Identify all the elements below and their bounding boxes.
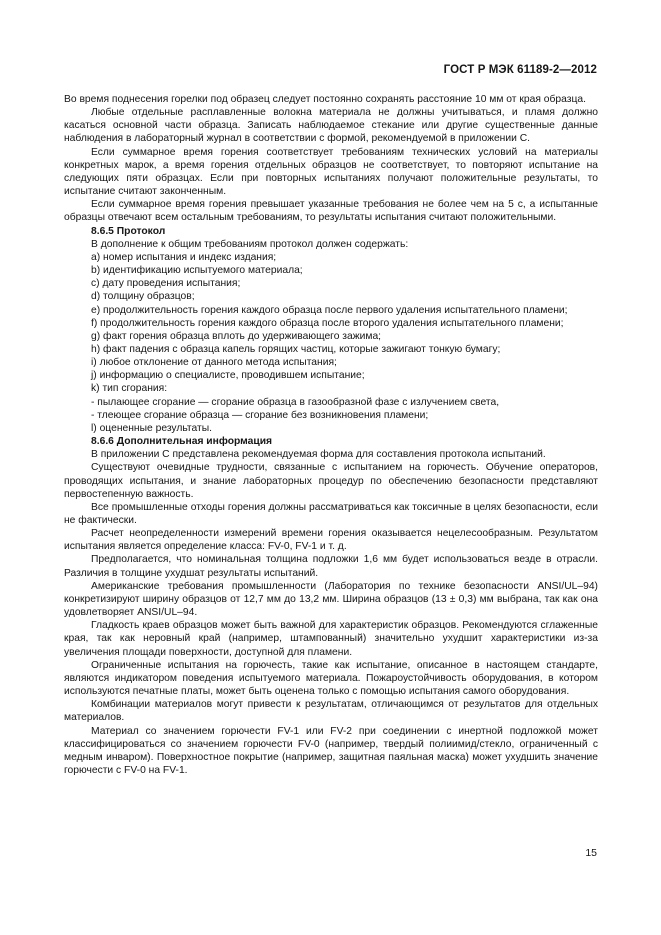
paragraph: а) номер испытания и индекс издания; (91, 251, 277, 263)
paragraph: Если суммарное время горения соответствует требованиям техническиx условий на материалы конкретных марок, а время горения отдельных образцов не соответствует, то повторяют испытание на следующих пяти образцах. Если при повторных испытаниях получают положительные результаты, то испытание считают законченным. (64, 146, 598, 198)
paragraph: Комбинации материалов могут привести к результатам, отличающимся от результатов для отдельных материалов. (64, 699, 598, 724)
paragraph: c) дату проведения испытания; (91, 278, 241, 290)
paragraph: Гладкость краев образцов может быть важной для характеристик образцов. Рекомендуются сглаженные края, так как неровный край (например, штампованный) значительно ухудшит характеристики из-за увеличения площади поверхности, доступной для пламени. (64, 620, 598, 658)
paragraph: Предполагается, что номинальная толщина подложки 1,6 мм будет использоваться везде в отрасли. Различия в толщине ухудшат результаты испытаний. (64, 554, 598, 579)
paragraph: В дополнение к общим требованиям протокол должен содержать: (91, 238, 409, 250)
paragraph: Ограниченные испытания на горючесть, такие как испытание, описанное в настоящем стандарте, являются индикатором поведения испытуемого материала. Пожароустойчивость оборудования, в котором используются печатные платы, может быть оценена только с помощью испытания самого оборудования. (64, 659, 598, 698)
paragraph: Американские требования промышленности (Лаборатория по технике безопасности ANSI/UL–94) конкретизируют ширину образцов от 12,7 мм до 13,2 мм. Ширина образцов (13 ± 0,3) мм выбрана, так как она удовлетворяет ANSI/UL–94. (64, 580, 598, 619)
document-header: ГОСТ Р МЭК 61189-2—2012 (443, 64, 597, 76)
paragraph: g) факт горения образца вплоть до удерживающего зажима; (91, 330, 382, 342)
paragraph: d) толщину образцов; (91, 291, 195, 303)
paragraph: f) продолжительность горения каждого образца после второго удаления испытательного пламени; (91, 317, 564, 329)
paragraph: h) факт падения с образца капель горящих частиц, которые зажигают тонкую бумагу; (91, 343, 501, 355)
paragraph: Материал со значением горючести FV-1 или FV-2 при соединении с инертной подложкой может классифицироваться со значением горючести FV-0 (например, твердый полиимид/стекло, ограниченный с медным инваром). Поверхностное покрытие (например, защитная паяльная маска) может ухудшить значение горючести с FV-0 на FV-1. (64, 725, 598, 776)
section-heading: 8.6.6 Дополнительная информация (91, 436, 273, 448)
paragraph: b) идентификацию испытуемого материала; (91, 265, 303, 277)
paragraph: В приложении С представлена рекомендуемая форма для составления протокола испытаний. (91, 449, 546, 461)
paragraph: - пылающее сгорание — сгорание образца в газообразной фазе с излучением света, (91, 396, 500, 408)
paragraph: k) тип сгорания: (91, 383, 168, 395)
paragraph: Все промышленные отходы горения должны рассматриваться как токсичные в целях безопасности, если не фактически. (64, 501, 598, 526)
paragraph: Существуют очевидные трудности, связанные с испытанием на горючесть. Обучение операторов, проводящих испытания, и знание лабораторных процедур по обеспечению безопасности представляют первостепенную важность. (64, 462, 598, 500)
paragraph: i) любое отклонение от данного метода испытания; (91, 357, 337, 369)
paragraph: l) оцененные результаты. (91, 422, 212, 434)
paragraph: j) информацию о специалисте, проводившем испытание; (91, 370, 365, 382)
paragraph: Любые отдельные расплавленные волокна материала не должны учитываться, и пламя должно касаться основной части образца. Записать наблюдаемое стекание или другие существенные данные наблюдения в лабораторный журнал в соответствии с формой, рекомендуемой в приложении С. (64, 107, 598, 145)
paragraph: Если суммарное время горения превышает указанные требования не более чем на 5 с, а испытанные образцы отвечают всем остальным требованиям, то результаты испытания считают положительными. (64, 199, 598, 224)
paragraph: Во время поднесения горелки под образец следует постоянно сохранять расстояние 10 мм от края образца. (64, 94, 586, 105)
section-heading: 8.6.5 Протокол (91, 225, 166, 237)
document-body (64, 93, 598, 777)
paragraph: - тлеющее сгорание образца — сгорание без возникновения пламени; (91, 409, 429, 421)
page-number: 15 (585, 847, 597, 859)
paragraph: e) продолжительность горения каждого образца после первого удаления испытательного пламени; (91, 304, 568, 316)
paragraph: Расчет неопределенности измерений времени горения оказывается нецелесообразным. Результатом испытания является определение класса: FV-0, FV-1 и т. д. (64, 528, 598, 553)
